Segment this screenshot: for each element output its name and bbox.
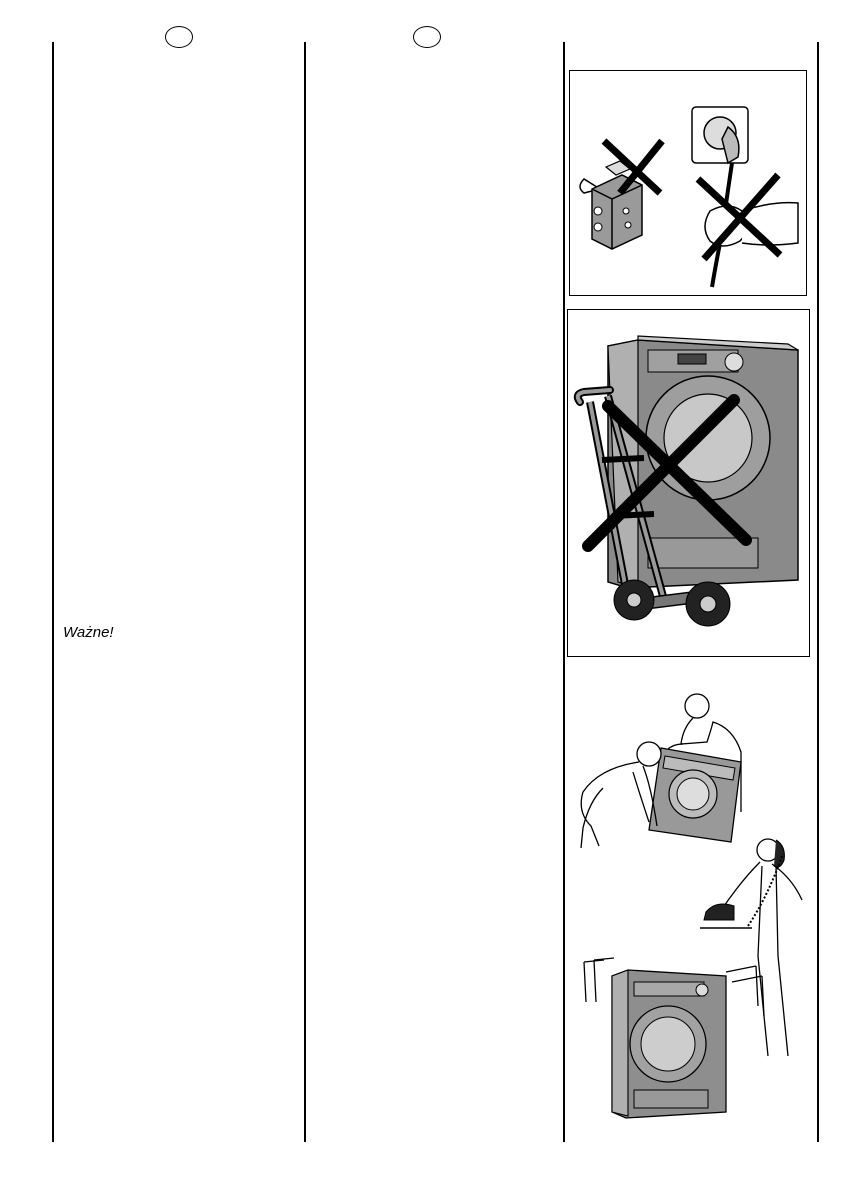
language-marker-right — [413, 26, 441, 48]
column-divider-left — [52, 42, 54, 1142]
illustration-no-hand-truck — [567, 309, 810, 657]
illustration-plug-warnings — [569, 70, 807, 296]
language-marker-left — [165, 26, 193, 48]
plug-adapter-prohibited-icon — [580, 141, 662, 249]
pull-cord-prohibited-icon — [692, 107, 798, 287]
washing-machine-vibration-icon — [576, 832, 812, 1122]
illustration-vibration-clearance — [576, 832, 812, 1122]
hand-truck-prohibited-icon — [568, 310, 809, 656]
column-divider-far-right — [817, 42, 819, 1142]
illustration-two-person-lift — [573, 688, 753, 848]
two-person-lifting-icon — [573, 688, 753, 848]
warning-label: Ważne! — [63, 624, 114, 641]
column-divider-right — [563, 42, 565, 1142]
column-divider-middle — [304, 42, 306, 1142]
